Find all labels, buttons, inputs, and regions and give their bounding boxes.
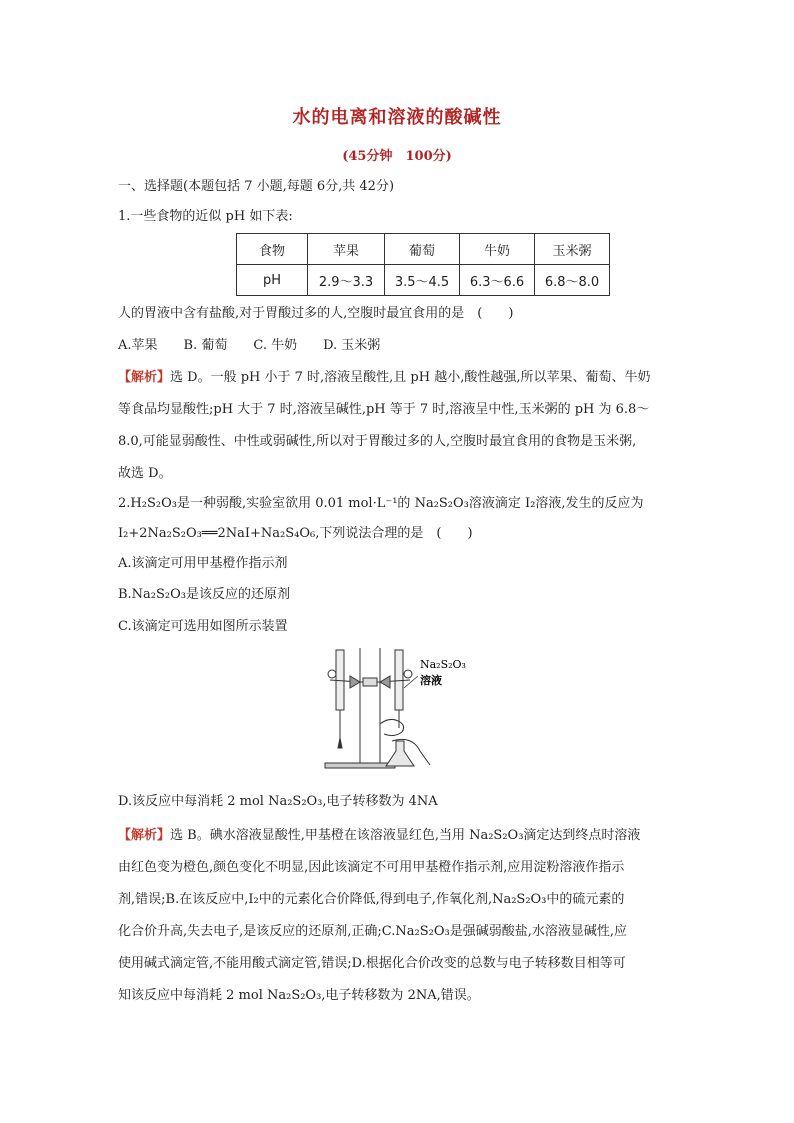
q1-options: A.苹果 B. 葡萄 C. 牛奶 D. 玉米粥 [118, 338, 381, 353]
table-cell: 牛奶 [460, 234, 535, 265]
q2-analysis-first-line [118, 827, 640, 845]
table-cell: 2.9～3.3 [308, 265, 385, 296]
analysis-text: 使用碱式滴定管,不能用酸式滴定管,错误;D.根据化合价改变的总数与电子转移数目相等可 [118, 956, 626, 971]
q1-analysis-first-line [118, 369, 650, 387]
table-cell: 苹果 [308, 234, 385, 265]
analysis-text: 由红色变为橙色,颜色变化不明显,因此该滴定不可用甲基橙作指示剂,应用淀粉溶液作指示 [118, 860, 625, 875]
analysis-text: 化合价升高,失去电子,是该反应的还原剂,正确;C.Na₂S₂O₃是强碱弱酸盐,水溶液显碱性,应 [118, 924, 627, 939]
q2-stem-line2: I₂+2Na₂S₂O₃══2NaI+Na₂S₄O₆,下列说法合理的是 ( ) [118, 526, 473, 541]
analysis-text: 选 D。一般 pH 小于 7 时,溶液呈酸性,且 pH 越小,酸性越强,所以苹果、葡萄、牛奶 [170, 370, 651, 385]
analysis-text: 等食品均显酸性;pH 大于 7 时,溶液呈碱性,pH 等于 7 时,溶液呈中性,玉米粥的 pH 为 6.8～ [118, 402, 650, 417]
q2-option-c: C.该滴定可选用如图所示装置 [118, 619, 288, 634]
analysis-text: 选 B。碘水溶液显酸性,甲基橙在该溶液显红色,当用 Na₂S₂O₃滴定达到终点时溶液 [170, 828, 641, 843]
table-header-row [237, 234, 610, 265]
table-cell: 葡萄 [385, 234, 460, 265]
table-cell: 6.3～6.6 [460, 265, 535, 296]
titration-apparatus-figure [320, 646, 480, 776]
q2-stem-line1: 2.H₂S₂O₃是一种弱酸,实验室欲用 0.01 mol·L⁻¹的 Na₂S₂O₃溶液滴定 I₂溶液,发生的反应为 [118, 496, 644, 511]
ph-table [236, 233, 610, 296]
table-cell: pH [237, 265, 308, 296]
q1-question: 人的胃液中含有盐酸,对于胃酸过多的人,空腹时最宜食用的是 ( ) [118, 306, 514, 321]
table-cell: 食物 [237, 234, 308, 265]
analysis-text: 8.0,可能显弱酸性、中性或弱碱性,所以对于胃酸过多的人,空腹时最宜食用的食物是玉米粥, [118, 434, 637, 449]
section-heading: 一、选择题(本题包括 7 小题,每题 6分,共 42分) [118, 179, 395, 194]
q1-stem: 1.一些食物的近似 pH 如下表: [118, 209, 293, 224]
analysis-label: 【解析】 [118, 370, 171, 385]
figure-label-solution: 溶液 [420, 674, 442, 687]
figure-label-solute: Na₂S₂O₃ [420, 658, 466, 671]
analysis-text: 知该反应中每消耗 2 mol Na₂S₂O₃,电子转移数为 2NA,错误。 [118, 988, 480, 1003]
analysis-text: 剂,错误;B.在该反应中,I₂中的元素化合价降低,得到电子,作氧化剂,Na₂S₂O₃中的硫元素的 [118, 892, 625, 907]
page-subtitle: (45分钟 100分) [342, 149, 452, 164]
q2-option-d: D.该反应中每消耗 2 mol Na₂S₂O₃,电子转移数为 4NA [118, 794, 438, 809]
table-cell: 3.5～4.5 [385, 265, 460, 296]
q2-option-a: A.该滴定可用甲基橙作指示剂 [118, 556, 288, 571]
analysis-label: 【解析】 [118, 828, 171, 843]
titration-apparatus-drawing [320, 646, 480, 776]
table-cell: 6.8～8.0 [535, 265, 610, 296]
table-row [237, 265, 610, 296]
q2-option-b: B.Na₂S₂O₃是该反应的还原剂 [118, 587, 291, 602]
analysis-text: 故选 D。 [118, 466, 172, 481]
table-cell: 玉米粥 [535, 234, 610, 265]
page-title: 水的电离和溶液的酸碱性 [292, 107, 502, 128]
